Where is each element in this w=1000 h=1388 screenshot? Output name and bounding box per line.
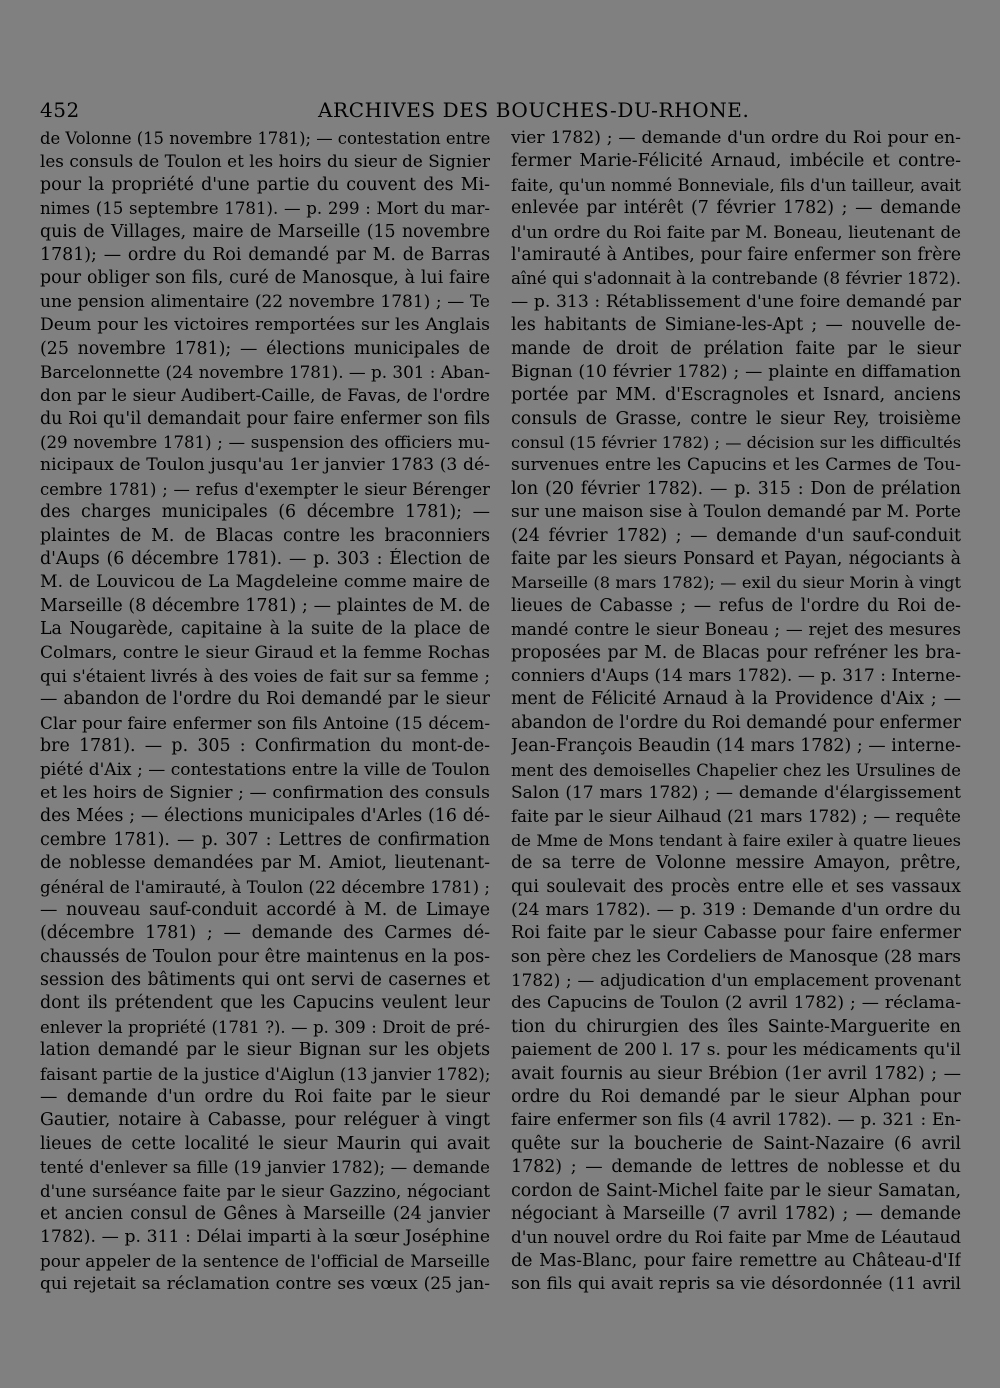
text-line: session des bâtiments qui ont servi de casernes et bbox=[40, 970, 490, 991]
text-line: les consuls de Toulon et les hoirs du sieur de Signier bbox=[40, 151, 490, 172]
text-line: vier 1782) ; — demande d'un ordre du Roi pour en- bbox=[511, 128, 961, 148]
text-line: ordre du Roi demandé par le sieur Alphan pour bbox=[511, 1087, 961, 1108]
right-text-column bbox=[511, 127, 961, 1297]
text-line: (24 février 1782) ; — demande d'un sauf-conduit bbox=[511, 525, 961, 546]
text-line: chaussés de Toulon pour être maintenus en la pos- bbox=[40, 946, 490, 967]
text-line: des charges municipales (6 décembre 1781); — bbox=[40, 502, 490, 523]
text-line: survenues entre les Capucins et les Carmes de Tou- bbox=[511, 455, 961, 476]
text-line: d'une surséance faite par le sieur Gazzino, négociant bbox=[40, 1181, 490, 1201]
text-line: piété d'Aix ; — contestations entre la ville de Toulon bbox=[40, 759, 490, 780]
text-line: Marseille (8 décembre 1781) ; — plaintes de M. de bbox=[40, 595, 490, 616]
text-line: cembre 1781) ; — refus d'exempter le sieur Bérenger bbox=[40, 479, 490, 499]
text-line: des Mées ; — élections municipales d'Arles (16 dé- bbox=[40, 806, 490, 827]
text-line: Salon (17 mars 1782) ; — demande d'élargissement bbox=[511, 782, 961, 803]
text-line: 1781); — ordre du Roi demandé par M. de Barras bbox=[40, 244, 490, 265]
text-line: nicipaux de Toulon jusqu'au 1er janvier 1783 (3 dé- bbox=[40, 455, 490, 476]
text-line: ment des demoiselles Chapelier chez les Ursulines de bbox=[511, 760, 961, 780]
text-line: M. de Louvicou de La Magdeleine comme maire de bbox=[40, 572, 490, 593]
text-line: avait fournis au sieur Brébion (1er avril 1782) ; — bbox=[511, 1063, 961, 1084]
text-line: nimes (15 septembre 1781). — p. 299 : Mort du mar- bbox=[40, 199, 490, 219]
text-line: dont ils prétendent que les Capucins veulent leur bbox=[40, 993, 490, 1014]
text-line: qui soulevait des procès entre elle et ses vassaux bbox=[511, 876, 961, 897]
text-line: Clar pour faire enfermer son fils Antoine (15 décem- bbox=[40, 712, 490, 733]
text-line: d'un ordre du Roi faite par M. Boneau, lieutenant de bbox=[511, 221, 961, 242]
text-line: Deum pour les victoires remportées sur les Anglais bbox=[40, 315, 490, 336]
text-line: Jean-François Beaudin (14 mars 1782) ; — interne- bbox=[511, 736, 961, 757]
text-line: quête sur la boucherie de Saint-Nazaire (6 avril bbox=[511, 1133, 961, 1154]
text-line: du Roi qu'il demandait pour faire enfermer son fils bbox=[40, 408, 490, 429]
text-line: consul (15 février 1782) ; — décision sur les difficultés bbox=[511, 433, 961, 453]
text-line: général de l'amirauté, à Toulon (22 décembre 1781) ; bbox=[40, 877, 490, 897]
text-line: cordon de Saint-Michel faite par le sieur Samatan, bbox=[511, 1180, 961, 1201]
text-line: Gautier, notaire à Cabasse, pour reléguer à vingt bbox=[40, 1110, 490, 1131]
running-title: ARCHIVES DES BOUCHES-DU-RHONE. bbox=[318, 98, 750, 122]
text-line: portée par MM. d'Escragnoles et Isnard, anciens bbox=[511, 385, 961, 406]
text-line: conniers d'Aups (14 mars 1782). — p. 317 : Interne- bbox=[511, 665, 961, 686]
text-line: Colmars, contre le sieur Giraud et la femme Rochas bbox=[40, 642, 490, 663]
text-line: une pension alimentaire (22 novembre 1781) ; — Te bbox=[40, 291, 490, 312]
left-text-column bbox=[40, 127, 490, 1297]
text-line: lation demandé par le sieur Bignan sur les objets bbox=[40, 1040, 490, 1061]
text-line: mandé contre le sieur Boneau ; — rejet des mesures bbox=[511, 619, 961, 640]
text-line: Bignan (10 février 1782) ; — plainte en diffamation bbox=[511, 361, 961, 382]
text-line: lieues de Cabasse ; — refus de l'ordre du Roi de- bbox=[511, 595, 961, 616]
text-line: son père chez les Cordeliers de Manosque (28 mars bbox=[511, 946, 961, 967]
text-line: faite, qu'un nommé Bonneviale, fils d'un tailleur, avait bbox=[511, 175, 961, 195]
text-line: 1782) ; — demande de lettres de noblesse et du bbox=[511, 1157, 961, 1178]
text-line: (29 novembre 1781) ; — suspension des officiers mu- bbox=[40, 433, 490, 453]
text-line: d'un nouvel ordre du Roi faite par Mme de Léautaud bbox=[511, 1227, 961, 1248]
text-line: d'Aups (6 décembre 1781). — p. 303 : Élection de bbox=[40, 549, 490, 570]
text-line: de Volonne (15 novembre 1781); — contestation entre bbox=[40, 129, 490, 148]
text-line: de noblesse demandées par M. Amiot, lieutenant- bbox=[40, 853, 490, 874]
text-line: — abandon de l'ordre du Roi demandé par le sieur bbox=[40, 689, 490, 710]
text-line: lon (20 février 1782). — p. 315 : Don de prélation bbox=[511, 478, 961, 499]
text-line: aîné qui s'adonnait à la contrebande (8 février 1872). bbox=[511, 269, 961, 289]
text-line: — nouveau sauf-conduit accordé à M. de Limaye bbox=[40, 899, 490, 920]
text-line: des Capucins de Toulon (2 avril 1782) ; — réclama- bbox=[511, 993, 961, 1014]
text-line: de Mas-Blanc, pour faire remettre au Château-d'If bbox=[511, 1250, 961, 1271]
text-line: sur une maison sise à Toulon demandé par M. Porte bbox=[511, 502, 961, 523]
text-line: mande de droit de prélation faite par le sieur bbox=[511, 338, 961, 359]
text-line: qui s'étaient livrés à des voies de fait sur sa femme ; bbox=[40, 665, 490, 686]
text-line: quis de Villages, maire de Marseille (15 novembre bbox=[40, 221, 490, 242]
text-line: enlever la propriété (1781 ?). — p. 309 : Droit de pré- bbox=[40, 1017, 490, 1037]
text-line: consuls de Grasse, contre le sieur Rey, troisième bbox=[511, 408, 961, 429]
text-line: paiement de 200 l. 17 s. pour les médicaments qu'il bbox=[511, 1040, 961, 1061]
text-line: ment de Félicité Arnaud à la Providence d'Aix ; — bbox=[511, 689, 961, 710]
text-line: cembre 1781). — p. 307 : Lettres de confirmation bbox=[40, 829, 490, 850]
text-line: don par le sieur Audibert-Caille, de Favas, de l'ordre bbox=[40, 385, 490, 406]
text-line: faite par le sieur Ailhaud (21 mars 1782) ; — requête bbox=[511, 807, 961, 827]
text-line: de sa terre de Volonne messire Amayon, prêtre, bbox=[511, 853, 961, 874]
text-line: négociant à Marseille (7 avril 1782) ; — demande bbox=[511, 1203, 961, 1224]
page-header bbox=[40, 98, 960, 128]
text-line: fermer Marie-Félicité Arnaud, imbécile et contre- bbox=[511, 151, 961, 172]
text-line: 1782). — p. 311 : Délai imparti à la sœur Joséphine bbox=[40, 1227, 490, 1248]
text-line: lieues de cette localité le sieur Maurin qui avait bbox=[40, 1133, 490, 1154]
text-line: 1782) ; — adjudication d'un emplacement provenant bbox=[511, 970, 961, 991]
text-line: faite par les sieurs Ponsard et Payan, négociants à bbox=[511, 549, 961, 570]
text-line: enlevée par intérêt (7 février 1782) ; — demande bbox=[511, 198, 961, 219]
text-line: tenté d'enlever sa fille (19 janvier 1782); — demande bbox=[40, 1158, 490, 1178]
text-line: proposées par M. de Blacas pour refréner les bra- bbox=[511, 642, 961, 663]
page-number: 452 bbox=[40, 98, 80, 122]
text-line: son fils qui avait repris sa vie désordonnée (11 avril bbox=[511, 1274, 961, 1295]
text-line: tion du chirurgien des îles Sainte-Marguerite en bbox=[511, 1016, 961, 1037]
text-line: pour appeler de la sentence de l'official de Marseille bbox=[40, 1250, 490, 1271]
text-line: faisant partie de la justice d'Aiglun (13 janvier 1782); bbox=[40, 1064, 490, 1084]
text-line: (décembre 1781) ; — demande des Carmes dé- bbox=[40, 923, 490, 944]
text-line: (25 novembre 1781); — élections municipales de bbox=[40, 338, 490, 359]
text-line: plaintes de M. de Blacas contre les braconniers bbox=[40, 525, 490, 546]
text-line: et ancien consul de Gênes à Marseille (24 janvier bbox=[40, 1203, 490, 1224]
text-line: faire enfermer son fils (4 avril 1782). — p. 321 : En- bbox=[511, 1110, 961, 1131]
text-line: bre 1781). — p. 305 : Confirmation du mont-de- bbox=[40, 736, 490, 757]
text-line: La Nougarède, capitaine à la suite de la place de bbox=[40, 619, 490, 640]
text-line: de Mme de Mons tendant à faire exiler à quatre lieues bbox=[511, 830, 961, 850]
text-line: l'amirauté à Antibes, pour faire enfermer son frère bbox=[511, 244, 961, 265]
text-line: — demande d'un ordre du Roi faite par le sieur bbox=[40, 1087, 490, 1108]
text-line: (24 mars 1782). — p. 319 : Demande d'un ordre du bbox=[511, 899, 961, 920]
text-line: qui rejetait sa réclamation contre ses vœux (25 jan- bbox=[40, 1274, 490, 1295]
text-line: abandon de l'ordre du Roi demandé pour enfermer bbox=[511, 712, 961, 733]
text-line: les habitants de Simiane-les-Apt ; — nouvelle de- bbox=[511, 315, 961, 336]
text-line: et les hoirs de Signier ; — confirmation des consuls bbox=[40, 782, 490, 803]
text-line: Barcelonnette (24 novembre 1781). — p. 301 : Aban- bbox=[40, 361, 490, 382]
text-line: pour obliger son fils, curé de Manosque, à lui faire bbox=[40, 268, 490, 289]
text-line: pour la propriété d'une partie du couvent des Mi- bbox=[40, 174, 490, 195]
text-line: — p. 313 : Rétablissement d'une foire demandé par bbox=[511, 291, 961, 312]
text-line: Marseille (8 mars 1782); — exil du sieur Morin à vingt bbox=[511, 573, 961, 593]
text-line: Roi faite par le sieur Cabasse pour faire enfermer bbox=[511, 923, 961, 944]
